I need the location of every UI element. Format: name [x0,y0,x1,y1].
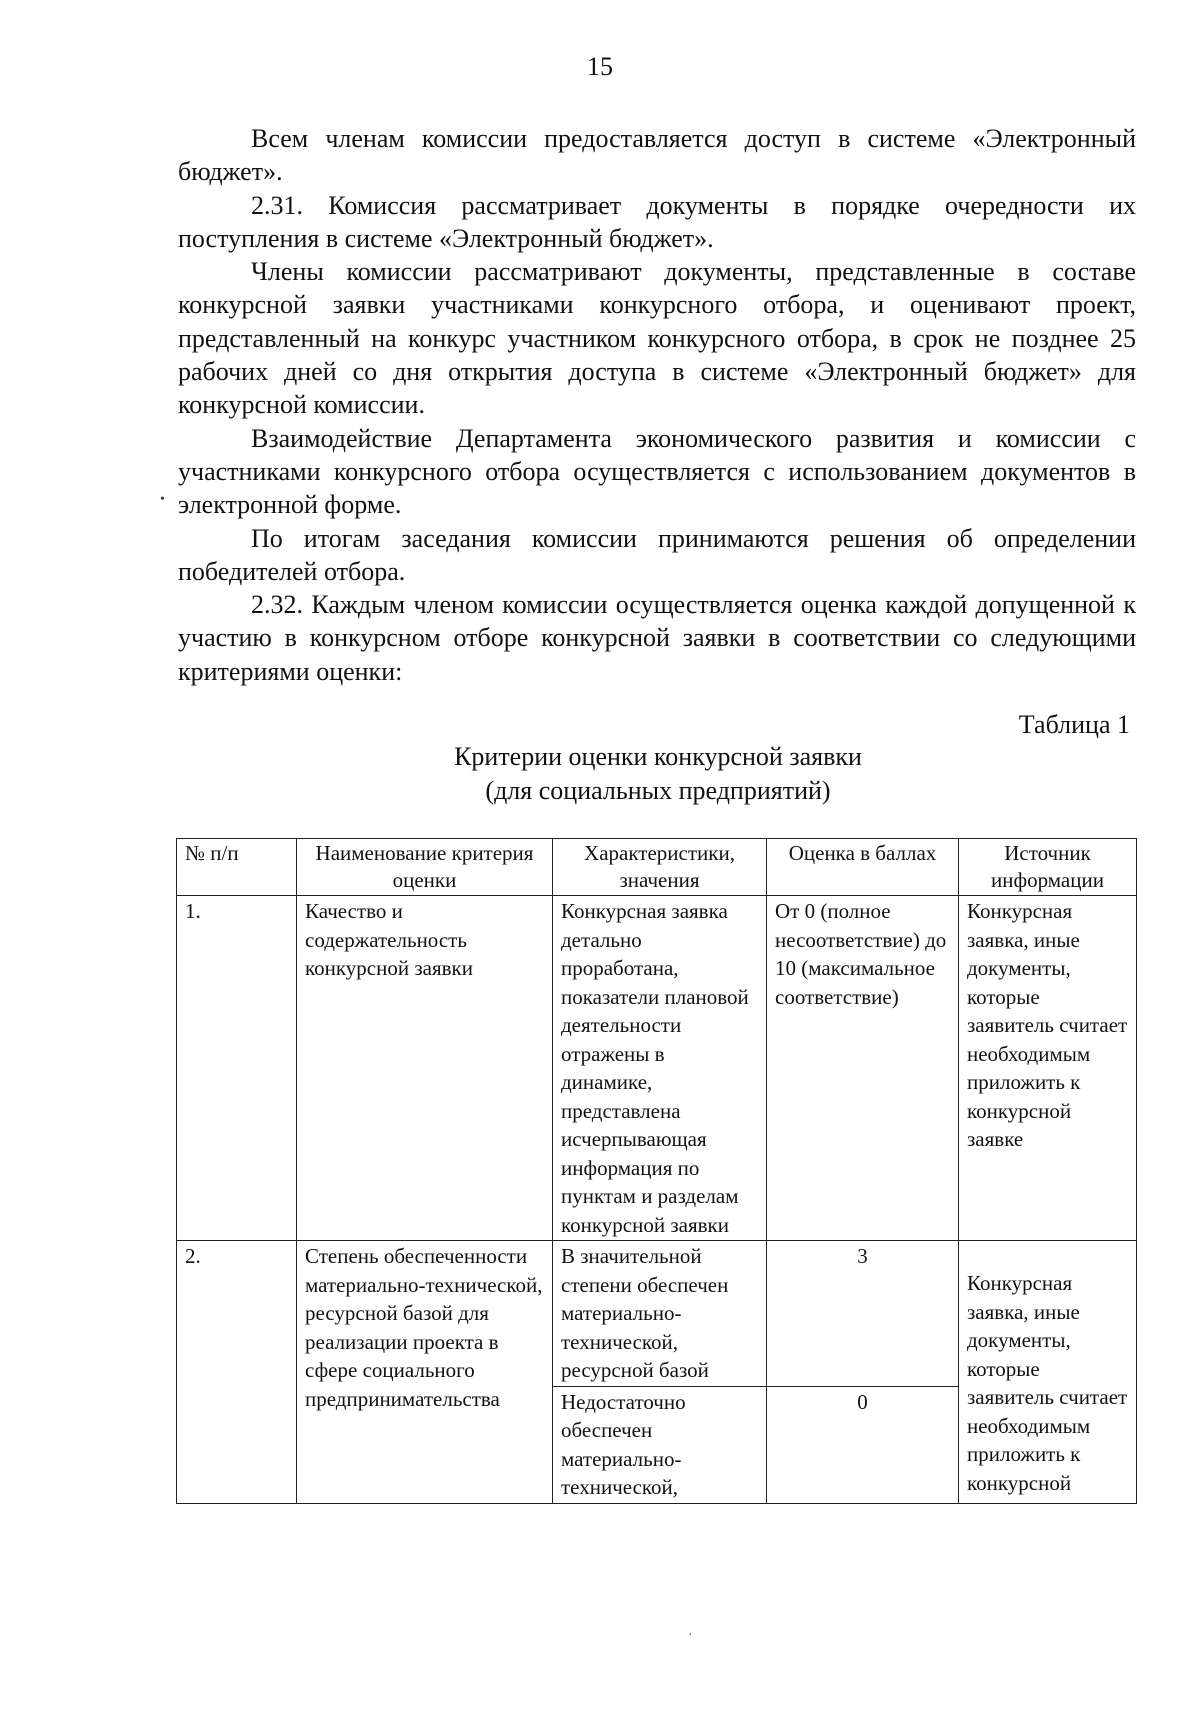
table-title-line: Критерии оценки конкурсной заявки [454,742,862,771]
header-number: № п/п [177,839,297,896]
scan-speck: • [160,492,165,507]
body-text [178,122,1136,688]
criterion-characteristics: Недостаточно обеспечен материально-технической, [553,1386,767,1503]
header-source: Источник информации [959,839,1137,896]
criterion-characteristics: В значительной степени обеспечен материально-технической, ресурсной базой [553,1241,767,1387]
criterion-characteristics: Конкурсная заявка детально проработана, показатели плановой деятельности отражены в динамике, представлена исчерпывающая информация по пунктам и разделам конкурсной заявки [553,896,767,1241]
criterion-score: От 0 (полное несоответствие) до 10 (максимальное соответствие) [767,896,959,1241]
table-row [177,896,1137,1241]
table-header-row [177,839,1137,896]
criterion-name: Степень обеспеченности материально-технической, ресурсной базой для реализации проекта в сфере социального предпринимательства [297,1241,553,1504]
row-number: 2. [177,1241,297,1504]
paragraph: Всем членам комиссии предоставляется доступ в системе «Электронный бюджет». [178,124,1136,187]
paragraph: 2.32. Каждым членом комиссии осуществляется оценка каждой допущенной к участию в конкурсном отборе конкурсной заявки в соответствии со следующими критериями оценки: [178,590,1136,686]
table-row [177,1241,1137,1387]
criterion-score: 0 [767,1386,959,1503]
paragraph: Члены комиссии рассматривают документы, представленные в составе конкурсной заявки участниками конкурсного отбора, и оценивают проект, представленный на конкурс участником конкурсного отбора, в срок не позднее 25 рабочих дней со дня открытия доступа в системе «Электронный бюджет» для конкурсной комиссии. [178,257,1136,420]
scan-speck: · [688,1628,693,1643]
header-characteristics: Характеристики, значения [553,839,767,896]
header-name: Наименование критерия оценки [297,839,553,896]
criterion-score: 3 [767,1241,959,1387]
paragraph: 2.31. Комиссия рассматривает документы в порядке очередности их поступления в системе «Электронный бюджет». [178,190,1136,253]
row-number: 1. [177,896,297,1241]
criterion-name: Качество и содержательность конкурсной заявки [297,896,553,1241]
header-score: Оценка в баллах [767,839,959,896]
page-number: 15 [587,52,613,81]
table-title [0,740,1200,808]
table-subtitle-line: (для социальных предприятий) [485,776,831,805]
criterion-source: Конкурсная заявка, иные документы, которые заявитель считает необходимым приложить к конкурсной [959,1241,1137,1504]
paragraph: Взаимодействие Департамента экономического развития и комиссии с участниками конкурсного отбора осуществляется с использованием документов в электронной форме. [178,423,1136,520]
criterion-source: Конкурсная заявка, иные документы, которые заявитель считает необходимым приложить к конкурсной заявке [959,896,1137,1241]
table-label: Таблица 1 [1018,710,1130,739]
paragraph: По итогам заседания комиссии принимаются решения об определении победителей отбора. [178,523,1136,586]
criteria-table [176,838,1137,1504]
